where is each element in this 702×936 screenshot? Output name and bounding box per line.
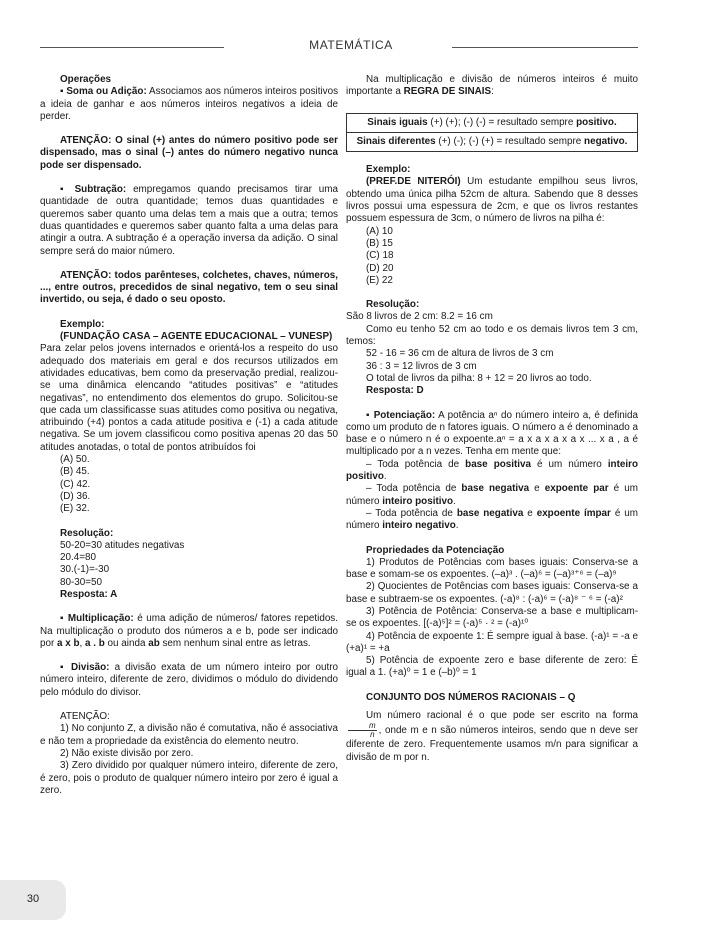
atencao-item: 3) Zero dividido por qualquer número inteiro, diferente de zero, é zero, pois o produto de qualquer número inteiro por zero é igual a zero. bbox=[40, 760, 338, 796]
rule-equal-signs: Sinais iguais (+) (+); (-) (-) = resultado sempre positivo. bbox=[367, 116, 617, 128]
atencao-item: 1) No conjunto Z, a divisão não é comutativa, não é associativa e não tem a propriedade da existência do elemento neutro. bbox=[40, 723, 338, 747]
atencao-item: 2) Não existe divisão por zero. bbox=[60, 747, 194, 759]
resolution-line: São 8 livros de 2 cm: 8.2 = 16 cm bbox=[346, 311, 493, 323]
atencao-divisao-label: ATENÇÃO: bbox=[60, 711, 110, 723]
resolution-line: 30.(-1)=-30 bbox=[60, 564, 110, 576]
resolution-line: 20.4=80 bbox=[60, 552, 96, 564]
property-item: 4) Potência de expoente 1: É sempre igual à base. (-a)¹ = -a e (+a)¹ = +a bbox=[346, 630, 638, 654]
soma-paragraph: ▪ Soma ou Adição: Associamos aos números inteiros positivos a ideia de ganhar e aos números inteiros negativos a ideia de perder. bbox=[40, 86, 339, 122]
left-column bbox=[40, 74, 338, 797]
example-source: (FUNDAÇÃO CASA – AGENTE EDUCACIONAL – VUNESP) bbox=[60, 331, 333, 343]
potenciacao-paragraph: ▪ Potenciação: A potência aⁿ do número inteiro a, é definida como um produto de n fatores iguais. O número a é denominado a base e o número n é o expoente.aⁿ = a x a x a x a x ... x a , a é multiplicado por a n vezes. Tenha em mente que: bbox=[346, 409, 638, 458]
header-rule-right bbox=[452, 47, 638, 48]
resolution-line: Como eu tenho 52 cm ao todo e os demais livros tem 3 cm, temos: bbox=[346, 323, 638, 348]
resolution-answer: Resposta: D bbox=[366, 385, 424, 397]
option-a: (A) 10 bbox=[366, 225, 393, 237]
option-a: (A) 50. bbox=[60, 454, 90, 466]
properties-title: Propriedades da Potenciação bbox=[366, 544, 505, 556]
property-item: 2) Quocientes de Potências com bases iguais: Conserva-se a base e subtraem-se os expoentes. (-a)⁸ : (-a)⁶ = (-a)⁸ ⁻ ⁶ = (-a)² bbox=[346, 581, 638, 605]
resolution-line: 80-30=50 bbox=[60, 576, 103, 588]
resolution-label: Resolução: bbox=[60, 527, 114, 539]
property-item: 1) Produtos de Potências com bases iguais: Conserva-se a base e somam-se os expoentes. (–a)³ . (–a)⁶ = (–a)³⁺⁶ = (–a)⁹ bbox=[346, 556, 638, 581]
fraction-m-over-n: $\frac{m}{n}$ bbox=[348, 722, 377, 739]
sign-rule-intro: Na multiplicação e divisão de números inteiros é muito importante a REGRA DE SINAIS: bbox=[346, 74, 638, 98]
option-d: (D) 36. bbox=[60, 490, 91, 502]
multiplicacao-paragraph: ▪ Multiplicação: é uma adição de números/ fatores repetidos. Na multiplicação o produto dos números a e b, pode ser indicado por a x b, a . b ou ainda ab sem nenhum sinal entre as letras. bbox=[40, 613, 338, 649]
example-question: (PREF.DE NITERÓI) Um estudante empilhou seus livros, obtendo uma única pilha 52cm de altura. Sabendo que 8 desses livros possui uma espessura de 2cm, e que os livros restantes possuem espessura de 3cm, o número de livros na pilha é: bbox=[346, 176, 638, 225]
sign-rules-box bbox=[346, 113, 638, 153]
resolution-line: 52 - 16 = 36 cm de altura de livros de 3 cm bbox=[366, 348, 554, 360]
rationals-paragraph: Um número racional é o que pode ser escrito na forma $\frac{m}{n}$ , onde m e n são números inteiros, sendo que n deve ser diferente de zero. Frequentemente usamos m/n para significar a divisão de m por n. bbox=[346, 710, 638, 763]
potencia-rule-2: – Toda potência de base negativa e expoente par é um número inteiro positivo. bbox=[346, 483, 638, 507]
atencao-parenteses: ATENÇÃO: todos parênteses, colchetes, chaves, números, ..., entre outros, precedidos de sinal negativo, tem o seu sinal invertido, ou seja, é dado o seu oposto. bbox=[40, 269, 338, 306]
resolution-line: 50-20=30 atitudes negativas bbox=[60, 539, 185, 551]
example-text: Para zelar pelos jovens internados e orientá-los a respeito do uso adequado dos materiais em geral e dos recursos utilizados em atividades educativas, bem como da preservação predial, realizou-se uma dinâmica elencando “atitudes positivas” e “atitudes negativas”, no entendimento dos elementos do grupo. Solicitou-se que cada um classificasse suas atitudes como positiva ou negativa, atribuindo (+4) pontos a cada atitude positiva e (-1) a cada atitude negativa. Se um jovem classificou como positiva apenas 20 das 50 atitudes anotadas, o total de pontos atribuídos foi bbox=[40, 343, 338, 453]
option-e: (E) 32. bbox=[60, 503, 90, 515]
example-label: Exemplo: bbox=[366, 164, 411, 176]
resolution-line: 36 : 3 = 12 livros de 3 cm bbox=[366, 360, 477, 372]
subtracao-paragraph: ▪ Subtração: empregamos quando precisamos tirar uma quantidade de outra quantidade; temos duas quantidades e queremos saber quanto uma delas tem a mais que a outra; temos duas quantidades e queremos saber quanto falta a uma delas para atingir a outra. A subtração é a operação inversa da adição. O sinal sempre será do maior número. bbox=[40, 184, 338, 257]
option-c: (C) 42. bbox=[60, 478, 91, 490]
property-item: 3) Potência de Potência: Conserva-se a base e multiplicam-se os expoentes. [(-a)⁵]² = (-a)⁵ · ² = (-a)¹⁰ bbox=[346, 605, 638, 630]
potencia-rule-1: – Toda potência de base positiva é um número inteiro positivo. bbox=[346, 458, 638, 483]
rule-different-signs: Sinais diferentes (+) (-); (-) (+) = resultado sempre negativo. bbox=[347, 132, 637, 151]
rationals-title: CONJUNTO DOS NÚMEROS RACIONAIS – Q bbox=[366, 691, 576, 703]
page-header-title: MATEMÁTICA bbox=[309, 38, 393, 52]
resolution-line: O total de livros da pilha: 8 + 12 = 20 livros ao todo. bbox=[366, 372, 592, 384]
resolution-answer: Resposta: A bbox=[60, 588, 118, 600]
potencia-rule-3: – Toda potência de base negativa e expoente ímpar é um número inteiro negativo. bbox=[346, 507, 638, 532]
page-number: 30 bbox=[26, 893, 40, 905]
option-b: (B) 45. bbox=[60, 466, 90, 478]
atencao-sinal: ATENÇÃO: O sinal (+) antes do número positivo pode ser dispensado, mas o sinal (–) antes do número negativo nunca pode ser dispensado. bbox=[40, 135, 338, 171]
option-d: (D) 20 bbox=[366, 262, 394, 274]
right-column bbox=[346, 74, 638, 764]
option-b: (B) 15 bbox=[366, 237, 393, 249]
example-label: Exemplo: bbox=[60, 318, 105, 330]
resolution-label: Resolução: bbox=[366, 299, 420, 311]
property-item: 5) Potência de expoente zero e base diferente de zero: É igual a 1. (+a)⁰ = 1 e (–b)⁰ = 1 bbox=[346, 655, 638, 679]
option-c: (C) 18 bbox=[366, 250, 394, 262]
option-e: (E) 22 bbox=[366, 274, 393, 286]
divisao-paragraph: ▪ Divisão: a divisão exata de um número inteiro por outro número inteiro, diferente de zero, dividimos o módulo do dividendo pelo módulo do divisor. bbox=[40, 662, 338, 698]
operations-title: Operações bbox=[60, 74, 112, 85]
